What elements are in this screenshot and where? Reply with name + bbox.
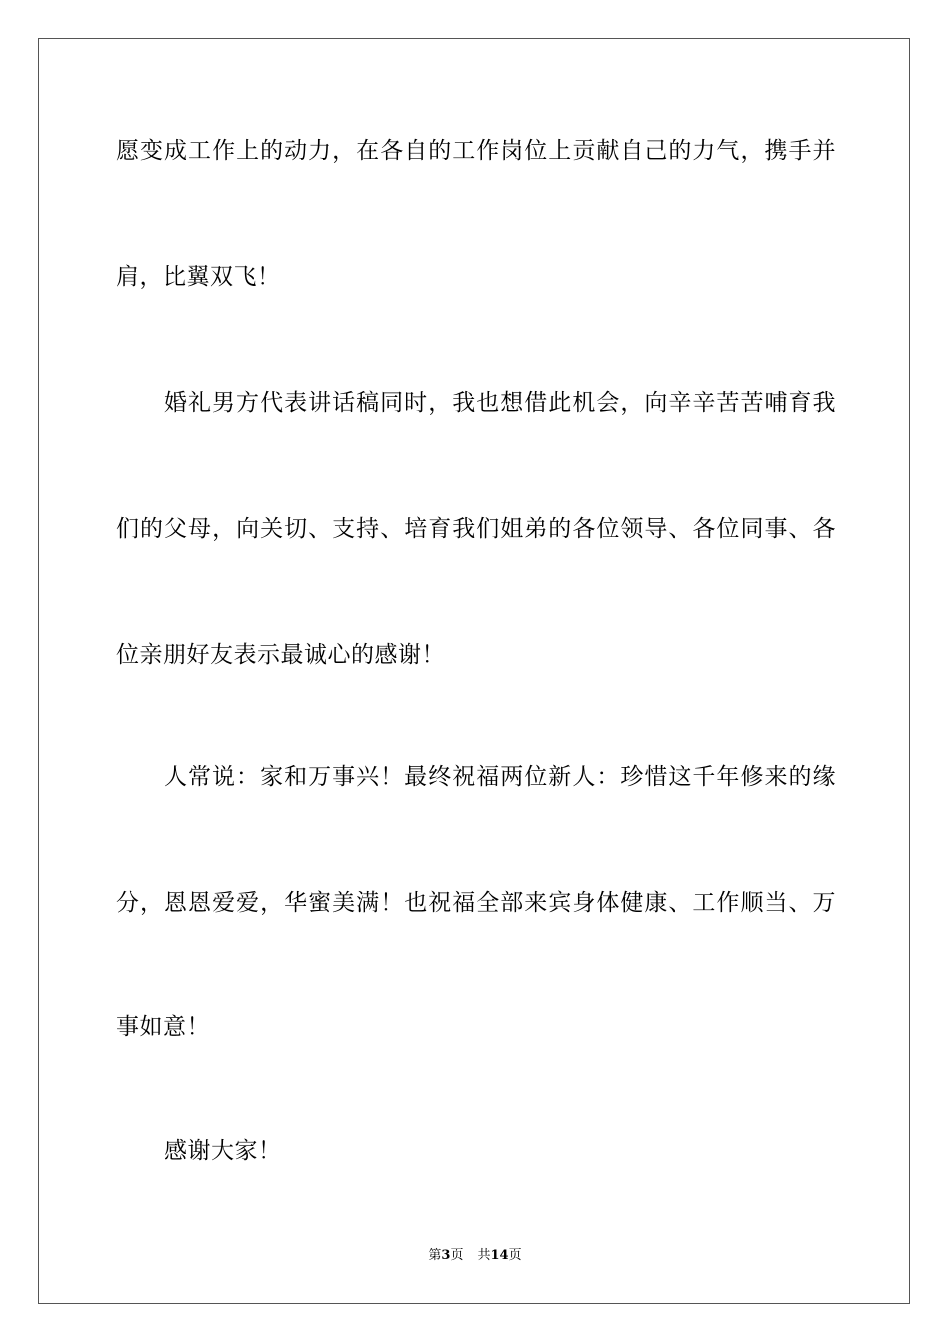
paragraph-line: 肩，比翼双飞！ (116, 264, 281, 290)
total-pages: 14 (490, 1248, 509, 1263)
paragraph-line: 分，恩恩爱爱，华蜜美满！也祝福全部来宾身体健康、工作顺当、万 (116, 890, 836, 916)
paragraph-line: 人常说：家和万事兴！最终祝福两位新人：珍惜这千年修来的缘 (164, 764, 836, 790)
page-number: 3 (441, 1248, 451, 1263)
paragraph-line: 愿变成工作上的动力，在各自的工作岗位上贡献自己的力气，携手并 (116, 138, 836, 164)
paragraph-line: 位亲朋好友表示最诚心的感谢！ (116, 642, 445, 668)
page-suffix: 页 (450, 1248, 464, 1263)
paragraph-line: 事如意！ (116, 1014, 210, 1040)
total-suffix: 页 (508, 1248, 522, 1263)
paragraph-line: 感谢大家！ (164, 1138, 282, 1164)
page-footer (0, 1248, 950, 1264)
paragraph-line: 婚礼男方代表讲话稿同时，我也想借此机会，向辛辛苦苦哺育我 (164, 390, 836, 416)
total-prefix: 共 (477, 1248, 491, 1263)
page-prefix: 第 (428, 1248, 442, 1263)
paragraph-line: 们的父母，向关切、支持、培育我们姐弟的各位领导、各位同事、各 (116, 516, 836, 542)
page-frame (38, 38, 910, 1304)
